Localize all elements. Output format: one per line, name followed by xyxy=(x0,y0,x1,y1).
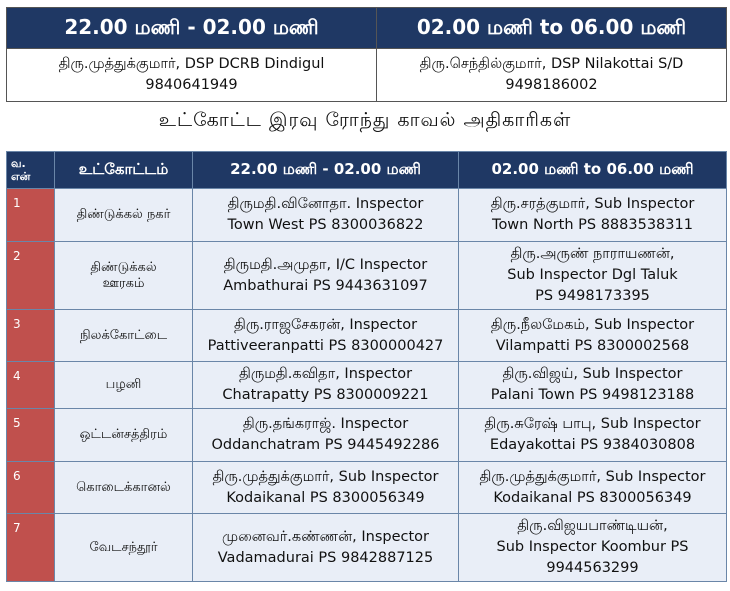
page-subtitle: உட்கோட்ட இரவு ரோந்து காவல் அதிகாரிகள் xyxy=(158,109,572,131)
shift1-officer-name: திரு.முத்துக்குமார், DSP DCRB Dindigul xyxy=(58,56,325,72)
shift1-line: Vadamadurai PS 9842887125 xyxy=(217,549,434,566)
patrol-officers-table xyxy=(6,151,727,582)
table-row xyxy=(7,242,727,310)
area-line: ஒட்டன்சத்திரம் xyxy=(79,427,168,442)
header-shift2: 02.00 மணி to 06.00 மணி xyxy=(459,152,727,189)
shift1-officer-phone: 9840641949 xyxy=(145,77,238,93)
shift1-line: திருமதி.அமுதா, I/C Inspector xyxy=(223,256,428,273)
subdivision-cell xyxy=(55,514,193,582)
row-number: 7 xyxy=(7,514,55,582)
area-line: ஊரகம் xyxy=(102,275,145,291)
shift2-officer xyxy=(377,49,727,102)
shift2-line: திரு.விஜயபாண்டியன், xyxy=(517,518,668,534)
shift2-line: Edayakottai PS 9384030808 xyxy=(489,437,696,453)
shift2-header: 02.00 மணி to 06.00 மணி xyxy=(377,8,727,49)
shift1-line: திரு.தங்கராஜ். Inspector xyxy=(242,416,409,432)
shift2-line: திரு.நீலமேகம், Sub Inspector xyxy=(490,316,695,333)
shift2-line: Sub Inspector Dgl Taluk xyxy=(507,267,678,283)
shift2-line: Vilampatti PS 8300002568 xyxy=(495,337,690,354)
table-row xyxy=(7,362,727,409)
shift1-line: Kodaikanal PS 8300056349 xyxy=(226,489,425,506)
header-sno xyxy=(7,152,55,189)
shift1-line: திரு.முத்துக்குமார், Sub Inspector xyxy=(212,468,439,485)
shift2-officer-cell xyxy=(459,362,727,409)
shift1-line: திருமதி.கவிதா, Inspector xyxy=(238,366,413,382)
row-number: 4 xyxy=(7,362,55,409)
shift1-line: திரு.ராஜசேகரன், Inspector xyxy=(233,316,418,333)
table-row xyxy=(7,310,727,362)
shift1-officer-cell xyxy=(193,514,459,582)
shift2-line: திரு.சரத்குமார், Sub Inspector xyxy=(490,196,695,212)
area-line: நிலக்கோட்டை xyxy=(79,327,168,343)
area-line: திண்டுக்கல் xyxy=(90,259,157,275)
row-number: 3 xyxy=(7,310,55,362)
shift1-line: Oddanchatram PS 9445492286 xyxy=(211,437,440,453)
subdivision-cell xyxy=(55,462,193,514)
subdivision-cell xyxy=(55,189,193,242)
shift2-officer-phone: 9498186002 xyxy=(505,77,598,93)
shift1-officer-cell xyxy=(193,362,459,409)
shift1-line: Ambathurai PS 9443631097 xyxy=(223,277,428,294)
table-row xyxy=(7,409,727,462)
subdivision-cell xyxy=(55,310,193,362)
shift2-line: திரு.சுரேஷ் பாபு, Sub Inspector xyxy=(484,416,701,432)
subdivision-cell xyxy=(55,409,193,462)
shift2-line: 9944563299 xyxy=(546,560,639,576)
area-line: பழனி xyxy=(105,377,142,392)
area-line: கொடைக்கானல் xyxy=(76,479,171,495)
table-row xyxy=(7,514,727,582)
shift1-officer-cell xyxy=(193,310,459,362)
shift1-officer-cell xyxy=(193,242,459,310)
shift1-officer xyxy=(7,49,377,102)
header-sno-line1: வ. xyxy=(11,157,26,170)
subdivision-cell xyxy=(55,242,193,310)
row-number: 6 xyxy=(7,462,55,514)
shift2-officer-cell xyxy=(459,189,727,242)
shift-summary-table xyxy=(6,7,727,102)
shift2-officer-cell xyxy=(459,462,727,514)
shift2-line: Kodaikanal PS 8300056349 xyxy=(493,489,692,506)
shift2-line: Palani Town PS 9498123188 xyxy=(490,387,695,403)
row-number: 5 xyxy=(7,409,55,462)
row-number: 2 xyxy=(7,242,55,310)
shift1-officer-cell xyxy=(193,189,459,242)
table-row xyxy=(7,462,727,514)
shift2-officer-cell xyxy=(459,409,727,462)
shift1-line: Chatrapatty PS 8300009221 xyxy=(222,387,429,403)
shift1-line: முனைவர்.கண்ணன், Inspector xyxy=(221,528,430,545)
shift1-line: திருமதி.வினோதா. Inspector xyxy=(227,196,424,212)
shift2-officer-cell xyxy=(459,242,727,310)
shift1-line: Town West PS 8300036822 xyxy=(227,217,424,233)
shift2-line: PS 9498173395 xyxy=(535,288,650,304)
area-line: வேடசந்தூர் xyxy=(89,539,158,555)
shift2-officer-name: திரு.செந்தில்குமார், DSP Nilakottai S/D xyxy=(419,56,684,72)
header-subdivision: உட்கோட்டம் xyxy=(55,152,193,189)
shift1-header: 22.00 மணி - 02.00 மணி xyxy=(7,8,377,49)
shift2-line: திரு.விஜய், Sub Inspector xyxy=(502,366,683,382)
shift1-line: Pattiveeranpatti PS 8300000427 xyxy=(207,337,444,354)
shift2-officer-cell xyxy=(459,310,727,362)
shift1-officer-cell xyxy=(193,409,459,462)
shift2-line: திரு.அருண் நாராயணன், xyxy=(510,246,675,262)
header-shift1: 22.00 மணி - 02.00 மணி xyxy=(193,152,459,189)
table-row xyxy=(7,189,727,242)
shift2-line: திரு.முத்துக்குமார், Sub Inspector xyxy=(479,468,706,485)
table-header-row xyxy=(7,152,727,189)
row-number: 1 xyxy=(7,189,55,242)
shift2-line: Sub Inspector Koombur PS xyxy=(496,539,689,555)
shift2-line: Town North PS 8883538311 xyxy=(492,217,693,233)
subdivision-cell xyxy=(55,362,193,409)
shift1-officer-cell xyxy=(193,462,459,514)
area-line: திண்டுக்கல் நகர் xyxy=(76,207,171,222)
shift2-officer-cell xyxy=(459,514,727,582)
header-sno-line2: என் xyxy=(11,170,31,183)
